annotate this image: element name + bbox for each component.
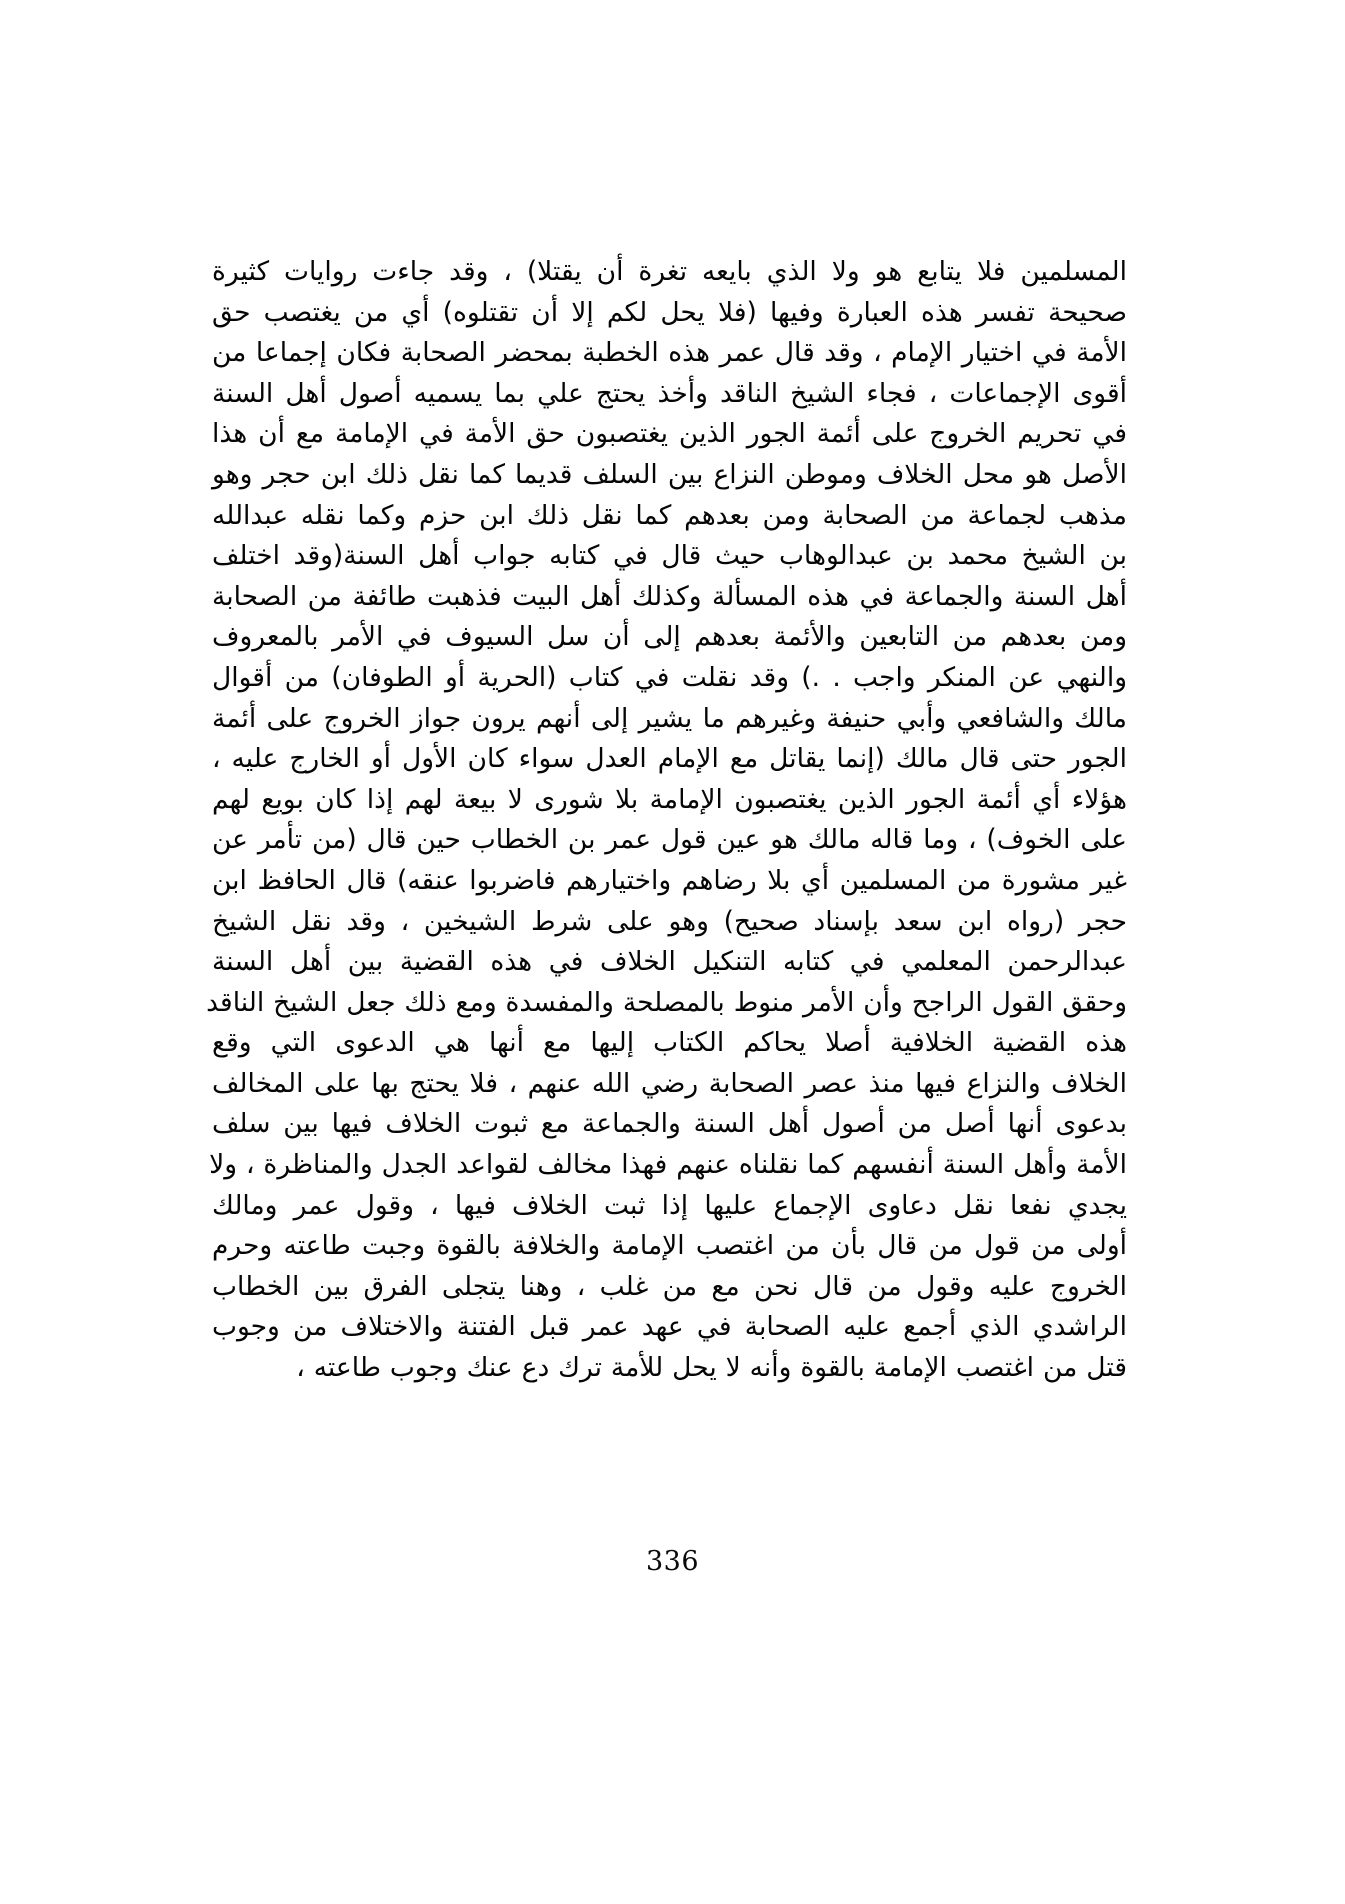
body-line: في تحريم الخروج على أئمة الجور الذين يغتصبون حق الأمة في الإمامة مع أن هذا [212, 418, 1127, 450]
body-line: الراشدي الذي أجمع عليه الصحابة في عهد عمر قبل الفتنة والاختلاف من وجوب [212, 1311, 1127, 1343]
body-line: الجور حتى قال مالك (إنما يقاتل مع الإمام العدل سواء كان الأول أو الخارج عليه ، [212, 743, 1127, 775]
body-line: مذهب لجماعة من الصحابة ومن بعدهم كما نقل ذلك ابن حزم وكما نقله عبدالله [212, 499, 1127, 531]
body-line: والنهي عن المنكر واجب . .) وقد نقلت في كتاب (الحرية أو الطوفان) من أقوال [212, 661, 1127, 693]
body-line: بدعوى أنها أصل من أصول أهل السنة والجماعة مع ثبوت الخلاف فيها بين سلف [212, 1108, 1127, 1140]
body-line: قتل من اغتصب الإمامة بالقوة وأنه لا يحل للأمة ترك دع عنك وجوب طاعته ، [296, 1352, 1127, 1384]
body-line: مالك والشافعي وأبي حنيفة وغيرهم ما يشير إلى أنهم يرون جواز الخروج على أئمة [212, 702, 1127, 734]
body-line: الأمة وأهل السنة أنفسهم كما نقلناه عنهم فهذا مخالف لقواعد الجدل والمناظرة ، ولا [209, 1149, 1127, 1181]
body-line: الأمة في اختيار الإمام ، وقد قال عمر هذه الخطبة بمحضر الصحابة فكان إجماعا من [212, 337, 1127, 369]
page-body-text [206, 252, 1127, 1389]
page-number: 336 [645, 1546, 700, 1577]
body-line: يجدي نفعا نقل دعاوى الإجماع عليها إذا ثبت الخلاف فيها ، وقول عمر ومالك [212, 1189, 1127, 1221]
body-line: غير مشورة من المسلمين أي بلا رضاهم واختيارهم فاضربوا عنقه) قال الحافظ ابن [212, 864, 1127, 896]
body-line: هذه القضية الخلافية أصلا يحاكم الكتاب إليها مع أنها هي الدعوى التي وقع [212, 1027, 1127, 1059]
body-line: حجر (رواه ابن سعد بإسناد صحيح) وهو على شرط الشيخين ، وقد نقل الشيخ [212, 905, 1127, 937]
body-line: الأصل هو محل الخلاف وموطن النزاع بين السلف قديما كما نقل ذلك ابن حجر وهو [212, 458, 1127, 490]
body-line: أولى من قول من قال بأن من اغتصب الإمامة والخلافة بالقوة وجبت طاعته وحرم [212, 1230, 1127, 1262]
body-line: الخلاف والنزاع فيها منذ عصر الصحابة رضي الله عنهم ، فلا يحتج بها على المخالف [212, 1067, 1127, 1099]
body-line: عبدالرحمن المعلمي في كتابه التنكيل الخلاف في هذه القضية بين أهل السنة [212, 946, 1127, 978]
body-line: بن الشيخ محمد بن عبدالوهاب حيث قال في كتابه جواب أهل السنة(وقد اختلف [212, 540, 1127, 572]
body-line: ومن بعدهم من التابعين والأئمة بعدهم إلى أن سل السيوف في الأمر بالمعروف [212, 621, 1127, 653]
body-paragraph [206, 252, 1127, 1389]
body-line: الخروج عليه وقول من قال نحن مع من غلب ، وهنا يتجلى الفرق بين الخطاب [212, 1270, 1127, 1302]
body-line: هؤلاء أي أئمة الجور الذين يغتصبون الإمامة بلا شورى لا بيعة لهم إذا كان بويع لهم [212, 783, 1127, 815]
body-line: أهل السنة والجماعة في هذه المسألة وكذلك أهل البيت فذهبت طائفة من الصحابة [212, 580, 1127, 612]
body-line: أقوى الإجماعات ، فجاء الشيخ الناقد وأخذ يحتج علي بما يسميه أصول أهل السنة [212, 377, 1127, 409]
body-line: صحيحة تفسر هذه العبارة وفيها (فلا يحل لكم إلا أن تقتلوه) أي من يغتصب حق [212, 296, 1127, 328]
body-line: على الخوف) ، وما قاله مالك هو عين قول عمر بن الخطاب حين قال (من تأمر عن [212, 824, 1127, 856]
body-line: وحقق القول الراجح وأن الأمر منوط بالمصلحة والمفسدة ومع ذلك جعل الشيخ الناقد [206, 986, 1127, 1018]
body-line: المسلمين فلا يتابع هو ولا الذي بايعه تغرة أن يقتلا) ، وقد جاءت روايات كثيرة [212, 256, 1127, 287]
